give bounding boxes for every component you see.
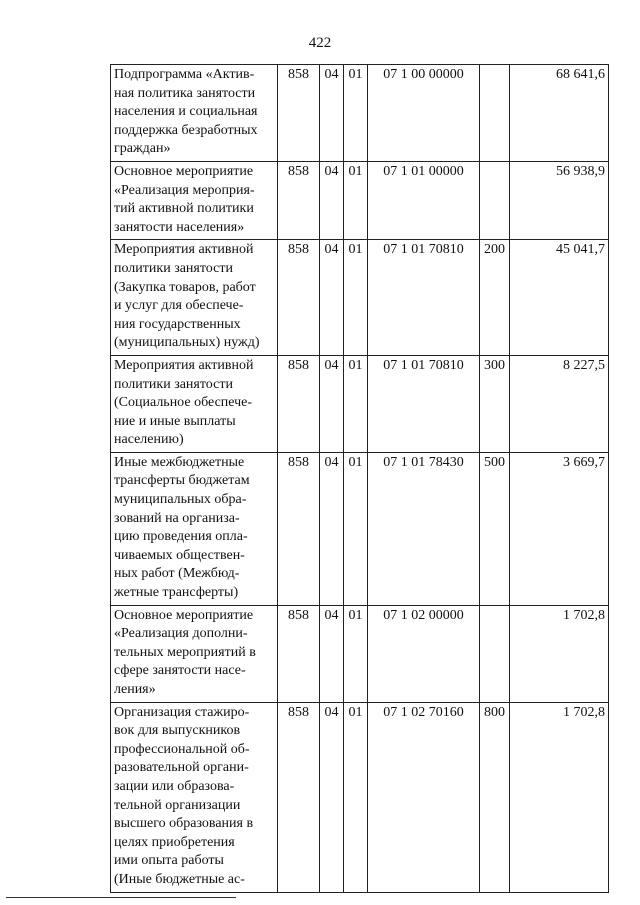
item-name-cell bbox=[111, 355, 278, 452]
expense-type-cell bbox=[480, 65, 510, 162]
subsection-code-cell: 01 bbox=[344, 452, 368, 605]
item-name-line: сфере занятости насе- bbox=[114, 663, 246, 679]
item-name-line: Подпрограмма «Актив- bbox=[114, 67, 255, 82]
item-name-line: зации или образова- bbox=[114, 778, 235, 794]
table-row bbox=[111, 161, 609, 239]
expense-type-cell bbox=[480, 605, 510, 702]
target-article-cell: 07 1 02 70160 bbox=[368, 702, 480, 892]
section-code-cell: 04 bbox=[320, 605, 344, 702]
amount-cell: 1 702,8 bbox=[510, 702, 609, 892]
table-row bbox=[111, 605, 609, 702]
item-name-line: населения и социальная bbox=[114, 104, 258, 120]
item-name-line: трансферты бюджетам bbox=[114, 473, 250, 489]
subsection-code-cell: 01 bbox=[344, 355, 368, 452]
item-name-line: (Закупка товаров, работ bbox=[114, 279, 256, 295]
ministry-code-cell: 858 bbox=[278, 240, 320, 356]
item-name-line: разовательной органи- bbox=[114, 760, 249, 776]
table-row bbox=[111, 65, 609, 162]
amount-cell: 3 669,7 bbox=[510, 452, 609, 605]
expense-type-cell bbox=[480, 161, 510, 239]
item-name-line: (Социальное обеспече- bbox=[114, 395, 253, 411]
table-row bbox=[111, 702, 609, 892]
subsection-code-cell: 01 bbox=[344, 605, 368, 702]
section-code-cell: 04 bbox=[320, 702, 344, 892]
item-name-line: Мероприятия активной bbox=[114, 242, 254, 258]
item-name-line: ния государственных bbox=[114, 316, 241, 332]
section-code-cell: 04 bbox=[320, 65, 344, 162]
target-article-cell: 07 1 01 70810 bbox=[368, 240, 480, 356]
item-name-line: тельной организации bbox=[114, 797, 241, 813]
item-name-line: тельных мероприятий в bbox=[114, 644, 256, 660]
expense-type-cell: 500 bbox=[480, 452, 510, 605]
item-name-line: жетные трансферты) bbox=[114, 585, 239, 601]
item-name-line: профессиональной об- bbox=[114, 741, 250, 757]
section-code-cell: 04 bbox=[320, 240, 344, 356]
target-article-cell: 07 1 00 00000 bbox=[368, 65, 480, 162]
item-name-line: вок для выпускников bbox=[114, 723, 241, 739]
section-code-cell: 04 bbox=[320, 355, 344, 452]
item-name-line: (муниципальных) нужд) bbox=[114, 335, 260, 351]
item-name-line: (Иные бюджетные ас- bbox=[114, 871, 245, 887]
section-code-cell: 04 bbox=[320, 452, 344, 605]
table-row bbox=[111, 355, 609, 452]
item-name-line: цию проведения опла- bbox=[114, 529, 248, 545]
target-article-cell: 07 1 01 00000 bbox=[368, 161, 480, 239]
budget-table bbox=[110, 64, 609, 893]
ministry-code-cell: 858 bbox=[278, 355, 320, 452]
item-name-cell bbox=[111, 240, 278, 356]
item-name-line: ления» bbox=[114, 682, 156, 697]
item-name-cell bbox=[111, 605, 278, 702]
expense-type-cell: 800 bbox=[480, 702, 510, 892]
subsection-code-cell: 01 bbox=[344, 65, 368, 162]
footer-rule bbox=[6, 897, 236, 898]
item-name-line: ная политика занятости bbox=[114, 85, 256, 101]
item-name-cell bbox=[111, 65, 278, 162]
amount-cell: 45 041,7 bbox=[510, 240, 609, 356]
item-name-cell bbox=[111, 702, 278, 892]
ministry-code-cell: 858 bbox=[278, 65, 320, 162]
target-article-cell: 07 1 01 78430 bbox=[368, 452, 480, 605]
subsection-code-cell: 01 bbox=[344, 161, 368, 239]
item-name-line: поддержка безработных bbox=[114, 122, 258, 138]
item-name-line: и услуг для обеспече- bbox=[114, 298, 244, 314]
item-name-line: политики занятости bbox=[114, 260, 233, 276]
item-name-line: ных работ (Межбюд- bbox=[114, 566, 240, 582]
item-name-line: политики занятости bbox=[114, 376, 233, 392]
item-name-line: «Реализация дополни- bbox=[114, 626, 248, 642]
item-name-line: Основное мероприятие bbox=[114, 163, 254, 179]
ministry-code-cell: 858 bbox=[278, 452, 320, 605]
item-name-line: населению) bbox=[114, 432, 184, 448]
table-row bbox=[111, 452, 609, 605]
item-name-line: Иные межбюджетные bbox=[114, 454, 245, 470]
subsection-code-cell: 01 bbox=[344, 702, 368, 892]
item-name-line: занятости населения» bbox=[114, 219, 245, 235]
section-code-cell: 04 bbox=[320, 161, 344, 239]
item-name-line: зований на организа- bbox=[114, 510, 240, 526]
item-name-cell bbox=[111, 452, 278, 605]
amount-cell: 1 702,8 bbox=[510, 605, 609, 702]
item-name-line: «Реализация мероприя- bbox=[114, 182, 255, 198]
target-article-cell: 07 1 02 00000 bbox=[368, 605, 480, 702]
item-name-line: тий активной политики bbox=[114, 201, 254, 217]
item-name-line: муниципальных обра- bbox=[114, 492, 247, 508]
item-name-line: Мероприятия активной bbox=[114, 357, 254, 373]
item-name-line: ими опыта работы bbox=[114, 853, 224, 869]
item-name-line: целях приобретения bbox=[114, 834, 235, 850]
amount-cell: 56 938,9 bbox=[510, 161, 609, 239]
item-name-line: граждан» bbox=[114, 141, 171, 157]
item-name-line: высшего образования в bbox=[114, 816, 254, 832]
ministry-code-cell: 858 bbox=[278, 702, 320, 892]
page-number: 422 bbox=[308, 35, 332, 51]
ministry-code-cell: 858 bbox=[278, 161, 320, 239]
amount-cell: 68 641,6 bbox=[510, 65, 609, 162]
amount-cell: 8 227,5 bbox=[510, 355, 609, 452]
item-name-line: чиваемых обществен- bbox=[114, 547, 245, 563]
subsection-code-cell: 01 bbox=[344, 240, 368, 356]
item-name-cell bbox=[111, 161, 278, 239]
expense-type-cell: 300 bbox=[480, 355, 510, 452]
ministry-code-cell: 858 bbox=[278, 605, 320, 702]
item-name-line: Организация стажиро- bbox=[114, 704, 250, 720]
item-name-line: ние и иные выплаты bbox=[114, 413, 236, 429]
table-row bbox=[111, 240, 609, 356]
target-article-cell: 07 1 01 70810 bbox=[368, 355, 480, 452]
item-name-line: Основное мероприятие bbox=[114, 607, 254, 623]
expense-type-cell: 200 bbox=[480, 240, 510, 356]
